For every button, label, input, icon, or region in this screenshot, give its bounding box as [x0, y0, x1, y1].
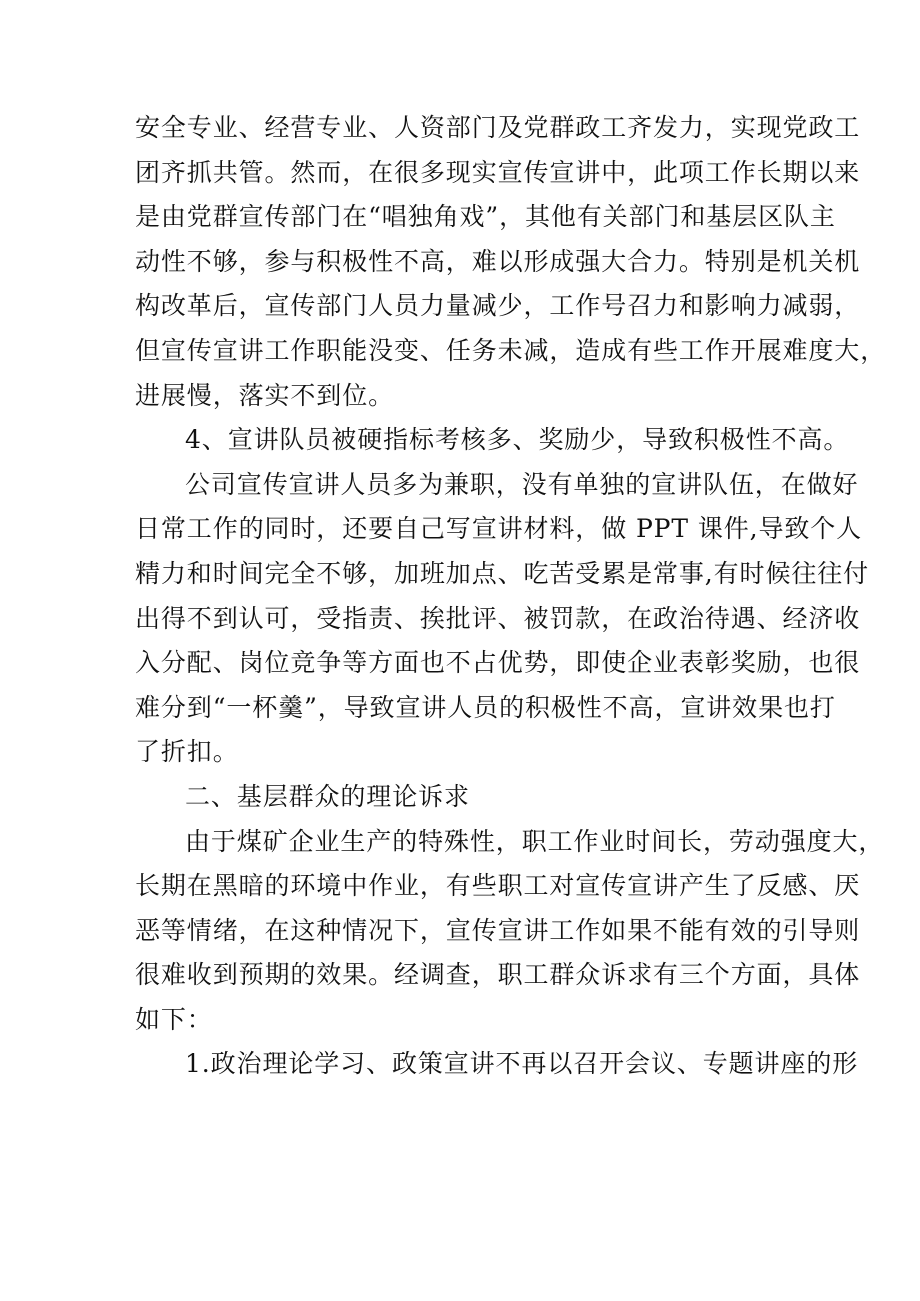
paragraph-section-two-heading — [135, 775, 795, 820]
text-line: 如下： — [135, 1004, 213, 1034]
text-line: 出得不到认可，受指责、挨批评、被罚款，在政治待遇、经济收 — [135, 603, 861, 633]
paragraph-party-work-coordination — [135, 106, 887, 418]
text-line: 日常工作的同时，还要自己写宣讲材料，做 PPT 课件,导致个人 — [135, 514, 863, 544]
text-line: 安全专业、经营专业、人资部门及党群政工齐发力，实现党政工 — [135, 113, 861, 142]
text-line: 构改革后，宣传部门人员力量减少，工作号召力和影响力减弱， — [135, 291, 861, 321]
text-line: 难分到“一杯羹”，导致宣讲人员的积极性不高，宣讲效果也打 — [135, 692, 836, 722]
text-line: 团齐抓共管。然而，在很多现实宣传宣讲中，此项工作长期以来 — [135, 157, 861, 187]
paragraph-item-1 — [135, 1042, 859, 1087]
text-line: 了折扣。 — [135, 737, 239, 767]
text-line: 很难收到预期的效果。经调查，职工群众诉求有三个方面，具体 — [135, 960, 861, 990]
text-line: 是由党群宣传部门在“唱独角戏”，其他有关部门和基层区队主 — [135, 202, 836, 232]
text-line: 精力和时间完全不够，加班加点、吃苦受累是常事,有时候往往付 — [135, 558, 870, 588]
text-line: 公司宣传宣讲人员多为兼职，没有单独的宣讲队伍，在做好 — [185, 469, 859, 499]
section-subheading: 4、宣讲队员被硬指标考核多、奖励少，导致积极性不高。 — [185, 425, 850, 455]
paragraph-lecturers-motivation — [135, 463, 870, 775]
text-line: 入分配、岗位竞争等方面也不占优势，即使企业表彰奖励，也很 — [135, 648, 861, 678]
document-body — [135, 106, 887, 1087]
paragraph-heading-4 — [135, 418, 850, 463]
section-heading: 二、基层群众的理论诉求 — [185, 781, 470, 811]
text-line: 进展慢，落实不到位。 — [135, 380, 395, 410]
text-line: 1.政治理论学习、政策宣讲不再以召开会议、专题讲座的形 — [185, 1049, 859, 1079]
text-line: 长期在黑暗的环境中作业，有些职工对宣传宣讲产生了反感、厌 — [135, 871, 861, 901]
text-line: 动性不够，参与积极性不高，难以形成强大合力。特别是机关机 — [135, 246, 861, 276]
paragraph-coal-mine-workers — [135, 820, 885, 1043]
text-line: 由于煤矿企业生产的特殊性，职工作业时间长，劳动强度大， — [185, 826, 885, 856]
text-line: 恶等情绪，在这种情况下，宣传宣讲工作如果不能有效的引导则 — [135, 915, 861, 945]
text-line: 但宣传宣讲工作职能没变、任务未减，造成有些工作开展难度大， — [135, 335, 887, 365]
